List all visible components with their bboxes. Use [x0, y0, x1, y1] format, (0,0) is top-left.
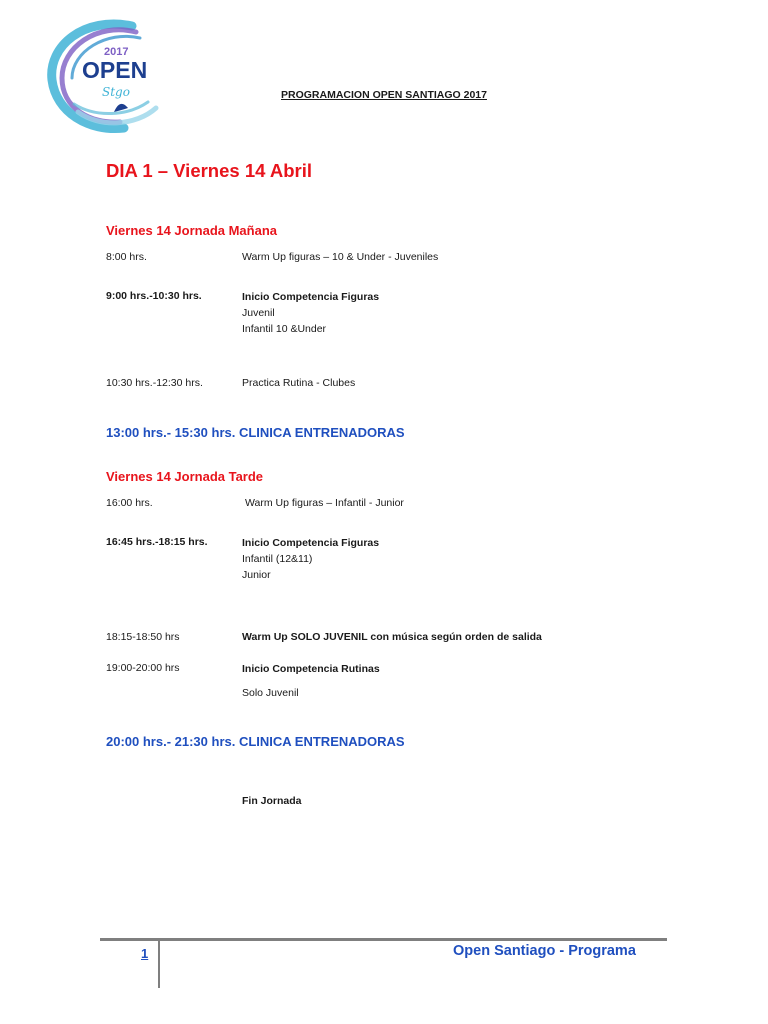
schedule-description: [242, 375, 355, 391]
schedule-description: [242, 629, 542, 645]
schedule-line: Inicio Competencia Rutinas: [242, 663, 380, 675]
schedule-line: Inicio Competencia Figuras: [242, 537, 380, 549]
schedule-line: Solo Juvenil: [242, 687, 299, 699]
schedule-time: 9:00 hrs.-10:30 hrs.: [106, 290, 202, 302]
day-heading: DIA 1 – Viernes 14 Abril: [106, 160, 312, 181]
logo-year: 2017: [104, 46, 129, 58]
schedule-line: Warm Up figuras – 10 & Under - Juveniles: [242, 251, 439, 263]
end-of-day-label: Fin Jornada: [242, 795, 302, 807]
schedule-description: [242, 289, 379, 337]
schedule-time: 19:00-20:00 hrs: [106, 662, 180, 674]
logo-script: Stgo: [102, 85, 130, 99]
logo-brand: OPEN: [82, 57, 148, 83]
schedule-line: Infantil 10 &Under: [242, 323, 327, 335]
clinic-notice: 20:00 hrs.- 21:30 hrs. CLINICA ENTRENADORAS: [106, 734, 405, 749]
schedule-description: [242, 249, 438, 265]
schedule-description: [242, 535, 379, 583]
schedule-line: Practica Rutina - Clubes: [242, 377, 356, 389]
afternoon-session-heading: Viernes 14 Jornada Tarde: [106, 469, 264, 484]
schedule-time: 18:15-18:50 hrs: [106, 631, 180, 643]
schedule-line: Warm Up figuras – Infantil - Junior: [245, 497, 404, 509]
schedule-line: Juvenil: [242, 307, 275, 319]
schedule-time: 16:00 hrs.: [106, 497, 153, 509]
schedule-line: Warm Up SOLO JUVENIL con música según orden de salida: [242, 631, 542, 643]
schedule-time: 10:30 hrs.-12:30 hrs.: [106, 377, 203, 389]
footer-rule: [100, 938, 667, 941]
schedule-time: 16:45 hrs.-18:15 hrs.: [106, 536, 208, 548]
document-title: PROGRAMACION OPEN SANTIAGO 2017: [281, 89, 487, 101]
page-number: 1: [141, 946, 149, 961]
footer-title: Open Santiago - Programa: [453, 943, 636, 959]
footer-divider: [158, 940, 160, 988]
schedule-time: 8:00 hrs.: [106, 251, 147, 263]
schedule-description: [245, 495, 404, 511]
schedule-description: [242, 661, 380, 701]
schedule-line: Infantil (12&11): [242, 553, 313, 565]
schedule-line: Junior: [242, 569, 271, 581]
event-logo: [44, 16, 160, 134]
morning-session-heading: Viernes 14 Jornada Mañana: [106, 223, 278, 238]
event-logo-graphic: [44, 16, 160, 134]
clinic-notice: 13:00 hrs.- 15:30 hrs. CLINICA ENTRENADORAS: [106, 425, 405, 440]
schedule-line: Inicio Competencia Figuras: [242, 291, 380, 303]
